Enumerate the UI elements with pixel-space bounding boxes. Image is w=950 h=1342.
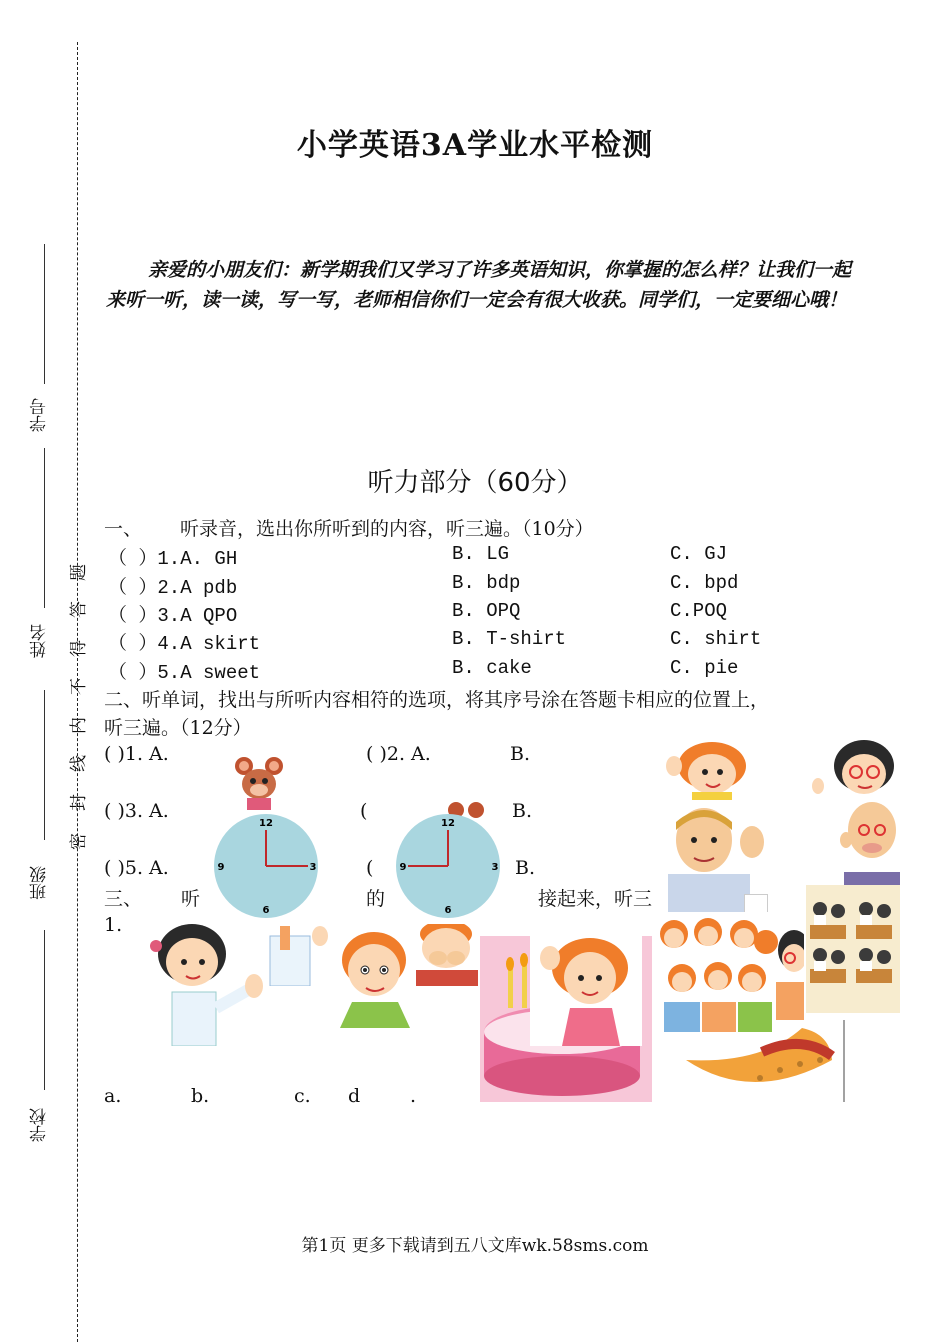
option-b: B. T-shirt: [452, 628, 567, 650]
seal-char: 不: [69, 678, 89, 695]
option-b: B. bdp: [452, 572, 521, 594]
option-b: B. cake: [452, 657, 532, 679]
question-text: ( )1. A.: [104, 743, 169, 765]
intro-paragraph: [106, 255, 866, 315]
seal-char: 题: [69, 564, 89, 581]
match-label: a.: [104, 1085, 122, 1107]
seal-char: 答: [69, 601, 89, 618]
student-no-label: 学号: [30, 398, 50, 432]
clock-number: 9: [217, 862, 225, 873]
section-title: 听力部分（60分）: [367, 468, 583, 498]
class-label: 班级: [30, 866, 50, 900]
woman-glasses-illustration: [806, 740, 898, 796]
option-c: C. shirt: [670, 628, 762, 650]
part3-heading-fragment: 接起来，听三: [538, 888, 653, 910]
question-text: (: [360, 800, 368, 822]
seal-char: 封: [69, 794, 89, 811]
option-c: C. pie: [670, 657, 739, 679]
question-text: （ ）4.A skirt: [108, 633, 261, 655]
question-text: （ ）1.A. GH: [108, 548, 238, 570]
question-text: ( )5. A.: [104, 857, 169, 879]
old-man-illustration: [836, 800, 900, 886]
question-text: （ ）5.A sweet: [108, 662, 261, 684]
school-label: 学校: [30, 1108, 50, 1142]
clock-number: 12: [259, 818, 273, 829]
girl-waving-illustration: [662, 740, 760, 800]
clock-3-oclock: [212, 812, 320, 920]
option-c: C.POQ: [670, 600, 728, 622]
clock-number: 9: [399, 862, 407, 873]
boy-covering-mouth-illustration: [416, 924, 478, 986]
part2-heading: 二、听单词，找出与所听内容相符的选项，将其序号涂在答题卡相应的位置上，: [104, 689, 770, 711]
option-b: B.: [510, 743, 531, 765]
clock-9-oclock: [394, 812, 502, 920]
part2-heading-cont: 听三遍。（12分）: [104, 717, 252, 739]
student-no-rule: [44, 244, 45, 384]
question-text: （ ）2.A pdb: [108, 577, 238, 599]
option-b: B. OPQ: [452, 600, 521, 622]
clock-number: 6: [262, 905, 270, 916]
school-rule: [44, 930, 45, 1090]
question-text: ( )2. A.: [366, 743, 431, 765]
option-b: B.: [515, 857, 536, 879]
classroom-illustration: [806, 885, 900, 1013]
clock-number: 3: [309, 862, 317, 873]
boy-face-illustration: [334, 930, 416, 1028]
part1-heading: 听录音，选出你所听到的内容，听三遍。（10分）: [180, 518, 594, 540]
name-label: 姓名: [30, 624, 50, 658]
clock-number: 6: [444, 905, 452, 916]
question-text: （ ）3.A QPO: [108, 605, 238, 627]
question-text: ( )3. A.: [104, 800, 169, 822]
boy-partial-illustration: [266, 926, 332, 986]
option-b: B. LG: [452, 543, 510, 565]
page-title: 小学英语3A学业水平检测: [296, 128, 654, 163]
question-text: (: [366, 857, 374, 879]
girl-glasses-partial: [776, 928, 804, 1020]
girl-pointing-illustration: [148, 920, 266, 1046]
match-label: d: [348, 1085, 361, 1107]
family-group-illustration: [652, 912, 780, 1034]
match-label: b.: [191, 1085, 210, 1107]
match-label: c.: [294, 1085, 311, 1107]
mouse-illustration: [230, 752, 288, 810]
intro-text: 亲爱的小朋友们：新学期我们又学习了许多英语知识，你掌握的怎么样？让我们一起来听一听，读一读，写一写，老师相信你们一定会有很大收获。同学们，一定要细心哦！: [106, 259, 852, 311]
option-b: B.: [512, 800, 533, 822]
seal-char: 密: [69, 833, 89, 850]
match-label: .: [410, 1085, 417, 1107]
clock-number: 3: [491, 862, 499, 873]
page-footer: 第1页 更多下载请到五八文库wk.58sms.com: [301, 1236, 649, 1256]
seal-char: 内: [69, 717, 89, 734]
class-rule: [44, 690, 45, 840]
part3-number: 三、: [104, 888, 143, 910]
part1-number: 一、: [104, 518, 143, 540]
seal-char: 得: [69, 640, 89, 657]
option-c: C. bpd: [670, 572, 739, 594]
part3-heading-fragment: 的: [366, 888, 386, 910]
hot-dog-illustration: [682, 1020, 846, 1102]
item-number: 1.: [104, 914, 123, 936]
option-c: C. GJ: [670, 543, 728, 565]
girl-waving-illustration-2: [530, 934, 642, 1046]
part3-heading-fragment: 听: [181, 888, 201, 910]
seal-char: 线: [69, 755, 89, 772]
clock-number: 12: [441, 818, 455, 829]
